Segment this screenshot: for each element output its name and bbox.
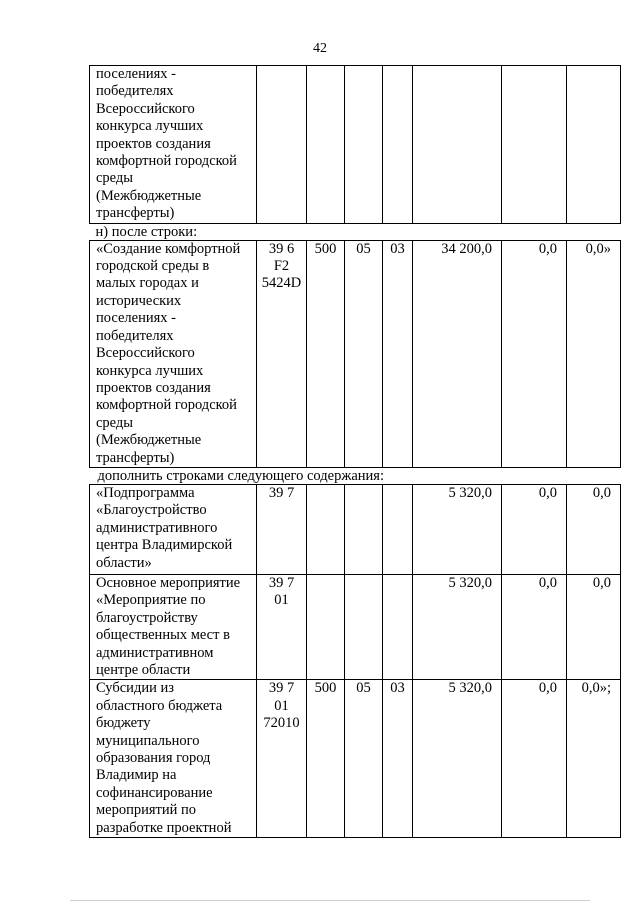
cell-section	[345, 66, 383, 224]
cell-expense-type: 500	[307, 680, 345, 838]
cell-name: «Подпрограмма «Благоустройство административного центра Владимирской области»	[90, 484, 257, 574]
cell-subsection	[383, 484, 413, 574]
cell-expense-type: 500	[307, 240, 345, 467]
page-number: 42	[313, 41, 327, 56]
budget-table	[89, 65, 621, 838]
cell-name: «Создание комфортной городской среды в малых городах и исторических поселениях - победителях Всероссийского конкурса лучших проектов создания комфортной городской среды (Межбюджетные трансферты)	[90, 240, 257, 467]
cell-name: поселениях - победителях Всероссийского конкурса лучших проектов создания комфортной городской среды (Межбюджетные трансферты)	[90, 66, 257, 224]
cell-subsection	[383, 574, 413, 679]
cell-amount-year1	[413, 66, 502, 224]
cell-section	[345, 574, 383, 679]
cell-amount-year3	[567, 66, 621, 224]
cell-amount-year2	[502, 66, 567, 224]
instruction-row	[90, 223, 621, 240]
table-row	[90, 680, 621, 838]
cell-amount-year1: 5 320,0	[413, 484, 502, 574]
cell-amount-year3: 0,0	[567, 484, 621, 574]
instruction-row	[90, 467, 621, 484]
cell-subsection: 03	[383, 240, 413, 467]
cell-section: 05	[345, 680, 383, 838]
cell-target-article	[257, 66, 307, 224]
cell-target-article: 39 7	[257, 484, 307, 574]
table-row	[90, 484, 621, 574]
cell-amount-year2: 0,0	[502, 574, 567, 679]
cell-expense-type	[307, 574, 345, 679]
cell-amount-year1: 34 200,0	[413, 240, 502, 467]
cell-expense-type	[307, 484, 345, 574]
table-row	[90, 66, 621, 224]
cell-target-article: 39 7 01 72010	[257, 680, 307, 838]
cell-amount-year2: 0,0	[502, 484, 567, 574]
cell-expense-type	[307, 66, 345, 224]
instruction-text: дополнить строками следующего содержания:	[97, 467, 384, 484]
instruction-cell	[90, 467, 621, 484]
cell-amount-year2: 0,0	[502, 680, 567, 838]
instruction-cell	[90, 223, 621, 240]
cell-amount-year3: 0,0»	[567, 240, 621, 467]
instruction-text: н) после строки:	[95, 223, 198, 240]
cell-amount-year1: 5 320,0	[413, 680, 502, 838]
cell-target-article: 39 7 01	[257, 574, 307, 679]
cell-section: 05	[345, 240, 383, 467]
cell-amount-year3: 0,0	[567, 574, 621, 679]
cell-amount-year1: 5 320,0	[413, 574, 502, 679]
cell-subsection: 03	[383, 680, 413, 838]
table-row	[90, 240, 621, 467]
table-body	[90, 66, 621, 838]
cell-amount-year2: 0,0	[502, 240, 567, 467]
cell-amount-year3: 0,0»;	[567, 680, 621, 838]
cell-name: Субсидии из областного бюджета бюджету муниципального образования город Владимир на софинансирование мероприятий по разработке проектной	[90, 680, 257, 838]
table-row	[90, 574, 621, 679]
scan-edge-line	[70, 900, 590, 901]
cell-subsection	[383, 66, 413, 224]
cell-section	[345, 484, 383, 574]
cell-name: Основное мероприятие «Мероприятие по благоустройству общественных мест в административном центре области	[90, 574, 257, 679]
cell-target-article: 39 6 F2 5424D	[257, 240, 307, 467]
